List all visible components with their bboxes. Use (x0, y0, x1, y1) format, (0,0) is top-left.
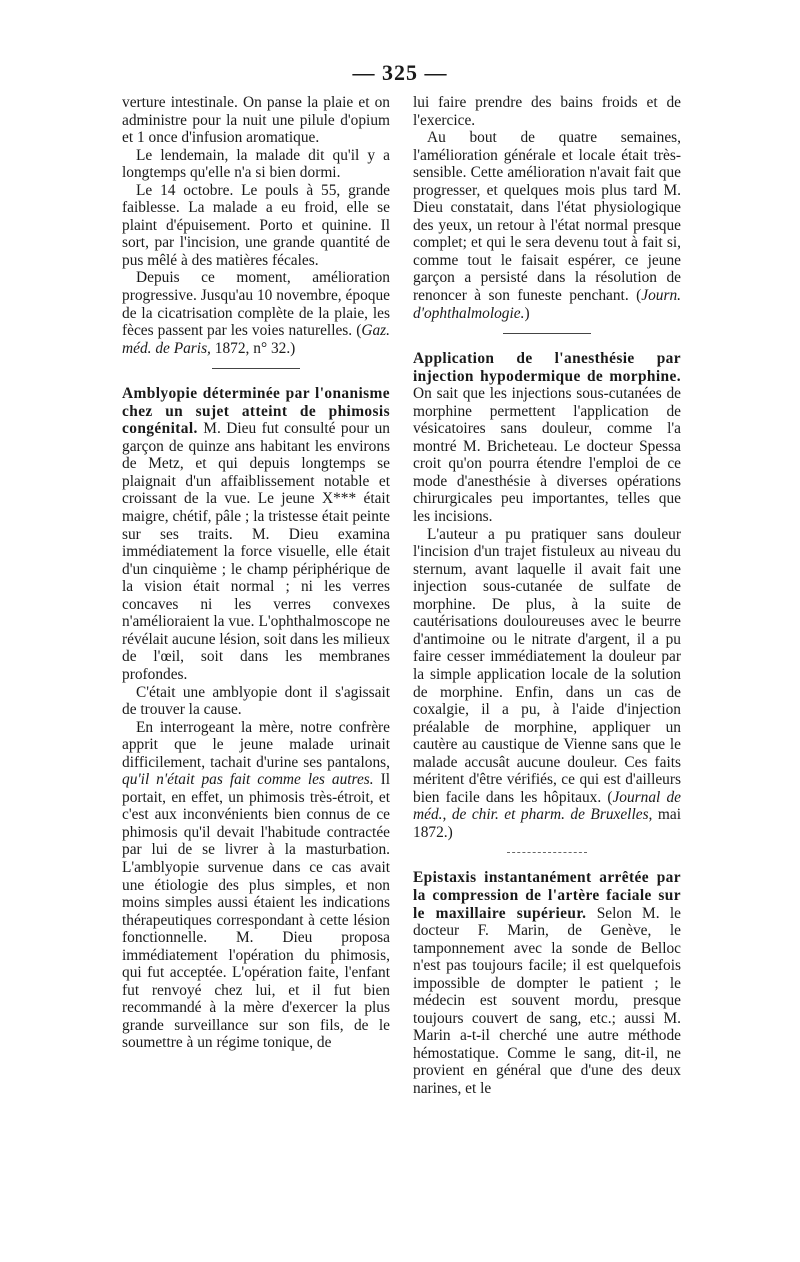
section-title: Amblyopie déterminée par l'onanisme chez un sujet atteint de phimosis congénital. (122, 385, 390, 438)
left-column (122, 94, 390, 1052)
citation-italic: Gaz. méd. de Paris, (122, 322, 390, 357)
paragraph-text: M. Dieu fut consulté pour un garçon de quinze ans habitant les environs de Metz, et qui depuis longtemps se plaignait d'un affaiblissement notable et croissant de la vue. Le jeune X*** était maigre, chétif, pâle ; la tristesse était peinte sur ses traits. M. Dieu examina immédiatement la force visuelle, elle était d'un cinquième ; le champ périphérique de la vision était normal ; ni les verres concaves ni les verres convexes n'amélioraient la vue. L'ophthalmoscope ne révélait aucune lésion, soit dans les milieux de l'œil, soit dans les membranes profondes. (122, 420, 390, 683)
citation-end: ) (524, 304, 530, 322)
paragraph: C'était une amblyopie dont il s'agissait de trouver la cause. (122, 683, 390, 719)
section-paragraph (413, 350, 681, 525)
paragraph-text: Il portait, en effet, un phimosis très-étroit, et c'est aux inconvénients bien connus de ce phimosis qu'il devait l'habitude contractée par lui de se livrer à la masturbation. L'amblyopie survenue dans ce cas avait une étiologie des plus simples, et non moins simples aussi étaient les indications thérapeutiques correspondant à cette lésion fonctionnelle. M. Dieu proposa immédiatement l'opération du phimosis, qui fut acceptée. L'opération faite, l'enfant fut renvoyé chez lui, et il fut bien recommandé à la mère d'exercer la plus grande surveillance sur son fils, de le soumettre à un régime tonique, de (122, 771, 390, 1052)
paragraph-text: On sait que les injections sous-cutanées de morphine permettent l'application de vésicatoires sans douleur, comme l'a montré M. Bricheteau. Le docteur Spessa croit qu'on pourra étendre l'emploi de ce mode d'anesthésie à diverses opérations chirurgicales peu importantes, telles que les incisions. (413, 385, 681, 526)
paragraph (413, 129, 681, 322)
section-title: Application de l'anesthésie par injection hypodermique de morphine. (413, 350, 681, 385)
section-divider (507, 852, 587, 853)
paragraph (413, 526, 681, 842)
section-title: Epistaxis instantanément arrêtée par la compression de l'artère faciale sur le maxillaire supérieur. (413, 869, 681, 922)
section-divider (212, 368, 300, 369)
paragraph (122, 269, 390, 357)
paragraph-text: L'auteur a pu pratiquer sans douleur l'incision d'un trajet fistuleux au niveau du sternum, avant laquelle il avait fait une injection sous-cutanée de sulfate de morphine. De plus, à la suite de cautérisations douloureuses avec le beurre d'antimoine ou le nitrate d'argent, il a pu faire cesser immédiatement la douleur par la simple application locale de la solution de morphine. Enfin, dans un cas de coxalgie, il a pu, à l'aide d'injection préalable de morphine, appliquer un cautère au caustique de Vienne sans que le malade accusât aucune douleur. Ces faits méritent d'être vérifiés, ce qui est d'ailleurs bien facile dans les hôpitaux. ( (413, 525, 681, 806)
section-paragraph (122, 385, 390, 683)
paragraph-text: En interrogeant la mère, notre confrère apprit que le jeune malade urinait difficilement, tachait d'urine ses pantalons, (122, 718, 390, 771)
paragraph: Le lendemain, la malade dit qu'il y a longtemps qu'elle n'a si bien dormi. (122, 146, 390, 182)
paragraph-text: Depuis ce moment, amélioration progressive. Jusqu'au 10 novembre, époque de la cicatrisation complète de la plaie, les fèces passent par les voies naturelles. ( (122, 269, 390, 340)
section-divider (503, 333, 591, 334)
citation-end: mai 1872.) (413, 806, 681, 841)
page-number: — 325 — (352, 60, 448, 85)
paragraph: lui faire prendre des bains froids et de l'exercice. (413, 94, 681, 129)
quote-italic: qu'il n'était pas fait comme les autres. (122, 771, 374, 789)
citation-end: 1872, n° 32.) (210, 339, 296, 357)
paragraph: Le 14 octobre. Le pouls à 55, grande faiblesse. La malade a eu froid, elle se plaint d'épuisement. Porto et quinine. Il sort, par l'incision, une grande quantité de pus mêlé à des matières fécales. (122, 181, 390, 269)
right-column (413, 94, 681, 1098)
paragraph-text: Selon M. le docteur F. Marin, de Genève, le tamponnement avec la sonde de Belloc n'est pas toujours facile; il est quelquefois impossible de dompter le patient ; le médecin est souvent mordu, presque toujours couvert de sang, etc.; aussi M. Marin a-t-il cherché une autre méthode hémostatique. Comme le sang, dit-il, ne provient en général que d'une des deux narines, et le (413, 904, 681, 1097)
paragraph (122, 719, 390, 1052)
citation-italic: Journ. d'ophthalmologie. (413, 287, 681, 322)
paragraph-text: Au bout de quatre semaines, l'amélioration générale et locale était très-sensible. Cette amélioration n'avait fait que progresser, et quelques mois plus tard M. Dieu constatait, dans l'état physiologique des yeux, un retour à l'état normal presque complet; et qui le sera devenu tout à fait si, comme tout le faisait espérer, ce jeune garçon a persisté dans la résolution de renoncer à son funeste penchant. ( (413, 129, 681, 305)
section-paragraph (413, 869, 681, 1097)
citation-italic: Journal de méd., de chir. et pharm. de Bruxelles, (413, 788, 681, 824)
paragraph: verture intestinale. On panse la plaie et on administre pour la nuit une pilule d'opium et 1 once d'infusion aromatique. (122, 94, 390, 147)
